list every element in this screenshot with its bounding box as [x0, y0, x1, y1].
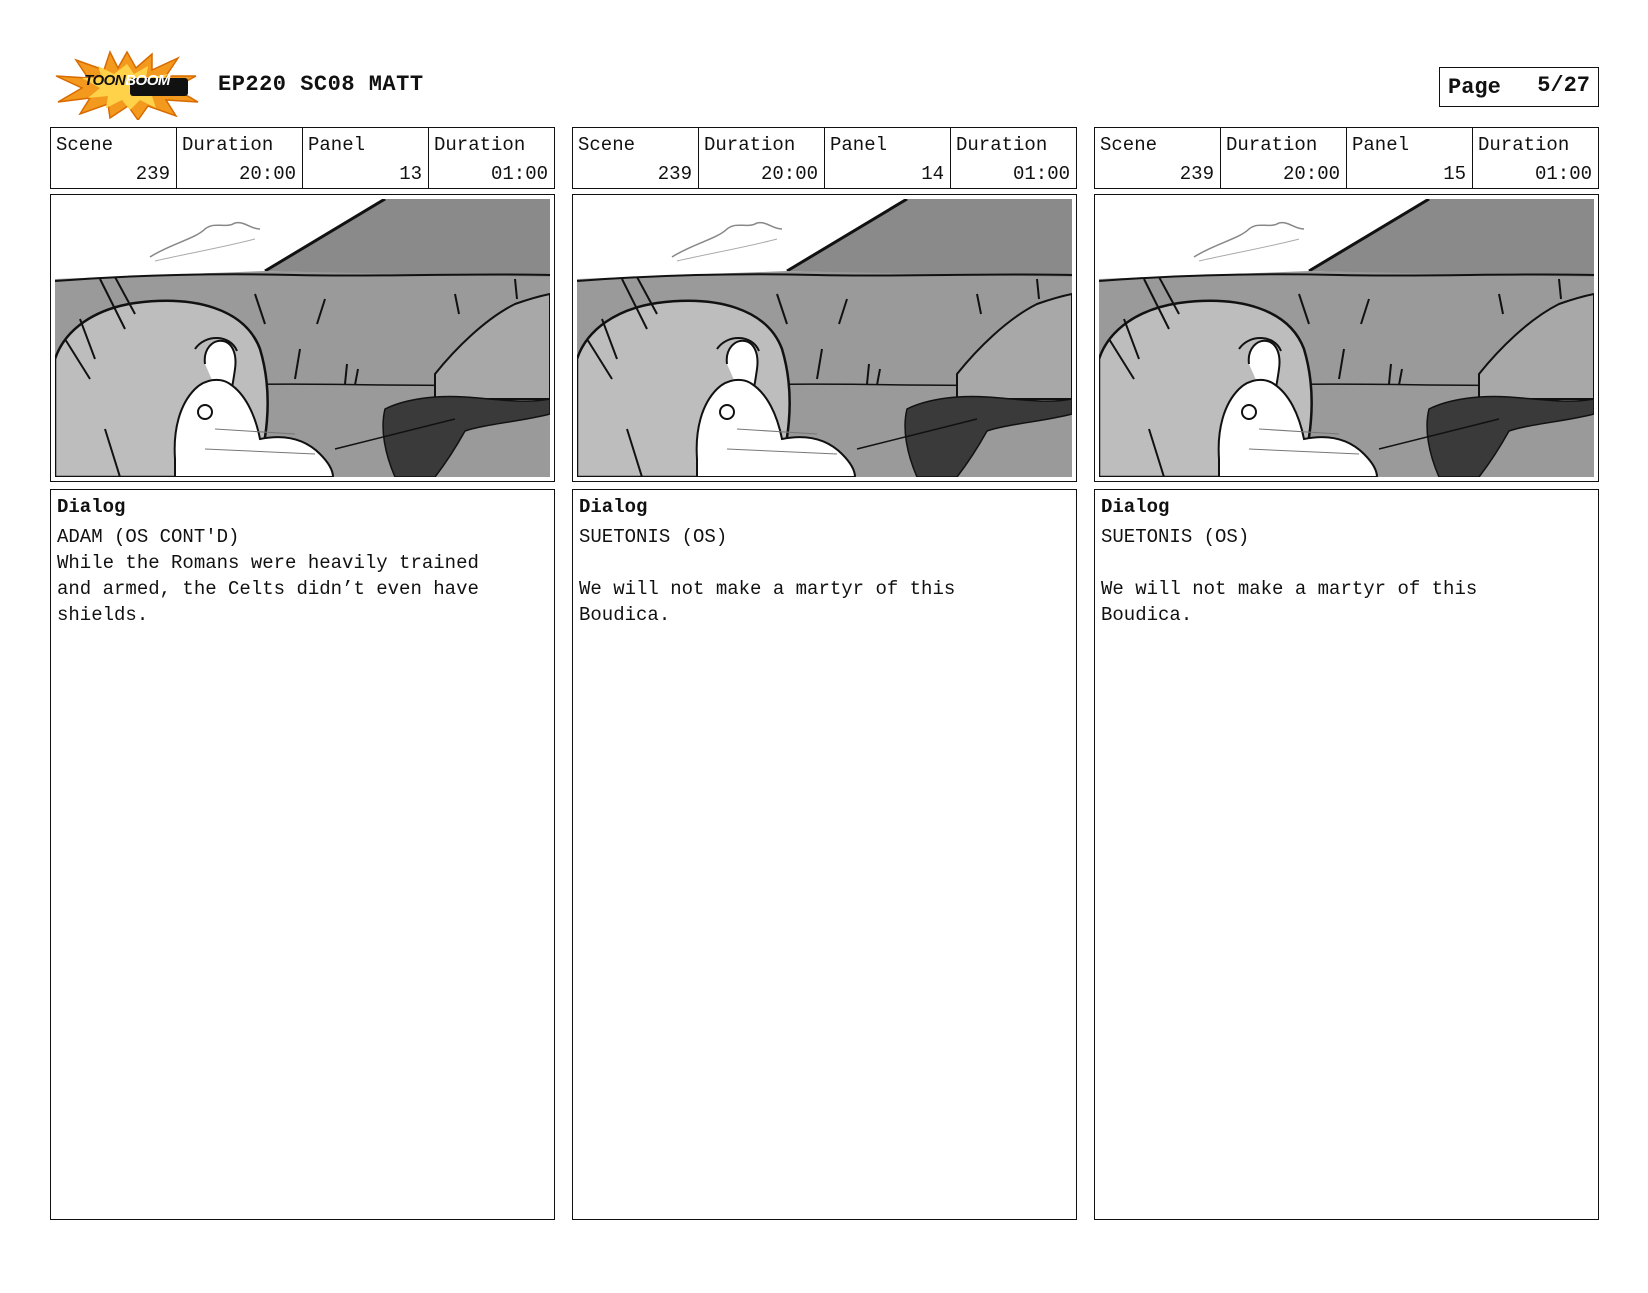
- scene-duration-cell: [177, 128, 303, 188]
- logo-part-toon: TOON: [84, 72, 126, 89]
- panel-value: 14: [921, 163, 944, 185]
- dialog-text: We will not make a martyr of this Boudica.: [579, 578, 956, 626]
- scene-cell: [1095, 128, 1221, 188]
- dialog-text: We will not make a martyr of this Boudica.: [1101, 578, 1478, 626]
- duration-label: Duration: [704, 134, 796, 156]
- panel-label: Panel: [830, 134, 888, 156]
- dialog-label: Dialog: [57, 496, 126, 518]
- duration-value: 20:00: [760, 163, 818, 185]
- dialog-speaker: SUETONIS (OS): [579, 526, 728, 548]
- scene-value: 239: [135, 163, 170, 185]
- scene-value: 239: [657, 163, 692, 185]
- scene-label: Scene: [56, 134, 114, 156]
- panel-duration-cell: [429, 128, 554, 188]
- scene-cell: [51, 128, 177, 188]
- sketch-image: [1099, 199, 1594, 477]
- page-number: 5/27: [1537, 73, 1590, 98]
- panel-duration-value: 01:00: [1012, 163, 1070, 185]
- sketch-image: [55, 199, 550, 477]
- scene-cell: [573, 128, 699, 188]
- duration-value: 20:00: [1282, 163, 1340, 185]
- panel-duration-cell: [951, 128, 1076, 188]
- duration-value: 20:00: [238, 163, 296, 185]
- panel-value: 13: [399, 163, 422, 185]
- scene-label: Scene: [1100, 134, 1158, 156]
- panel-info-bar: [1094, 127, 1599, 189]
- panel-duration-label: Duration: [956, 134, 1048, 156]
- duration-label: Duration: [1226, 134, 1318, 156]
- panel-duration-cell: [1473, 128, 1598, 188]
- dialog-speaker: SUETONIS (OS): [1101, 526, 1250, 548]
- dialog-speaker: ADAM (OS CONT'D): [57, 526, 240, 548]
- logo-part-boom: BOOM: [125, 72, 170, 89]
- dialog-label: Dialog: [579, 496, 648, 518]
- panel-frame: [1094, 194, 1599, 482]
- panel-cell: [825, 128, 951, 188]
- logo-wordmark: [52, 72, 202, 89]
- document-title: EP220 SC08 MATT: [218, 72, 424, 97]
- panel-label: Panel: [1352, 134, 1410, 156]
- scene-duration-cell: [1221, 128, 1347, 188]
- dialog-box: [572, 489, 1077, 1220]
- panel-duration-label: Duration: [434, 134, 526, 156]
- panel-label: Panel: [308, 134, 366, 156]
- panel-duration-label: Duration: [1478, 134, 1570, 156]
- panel-cell: [303, 128, 429, 188]
- dialog-text: While the Romans were heavily trained and armed, the Celts didn’t even have shields.: [57, 552, 479, 626]
- toonboom-logo: [52, 50, 202, 120]
- duration-label: Duration: [182, 134, 274, 156]
- panel-cell: [1347, 128, 1473, 188]
- page-label: Page: [1448, 75, 1501, 100]
- dialog-box: [1094, 489, 1599, 1220]
- page-header: [0, 0, 1648, 120]
- page-indicator: [1439, 67, 1599, 107]
- panel-duration-value: 01:00: [490, 163, 548, 185]
- dialog-label: Dialog: [1101, 496, 1170, 518]
- sketch-image: [577, 199, 1072, 477]
- panel-duration-value: 01:00: [1534, 163, 1592, 185]
- panel-frame: [50, 194, 555, 482]
- scene-value: 239: [1179, 163, 1214, 185]
- panel-info-bar: [50, 127, 555, 189]
- panel-frame: [572, 194, 1077, 482]
- scene-duration-cell: [699, 128, 825, 188]
- panel-value: 15: [1443, 163, 1466, 185]
- dialog-box: [50, 489, 555, 1220]
- scene-label: Scene: [578, 134, 636, 156]
- panel-info-bar: [572, 127, 1077, 189]
